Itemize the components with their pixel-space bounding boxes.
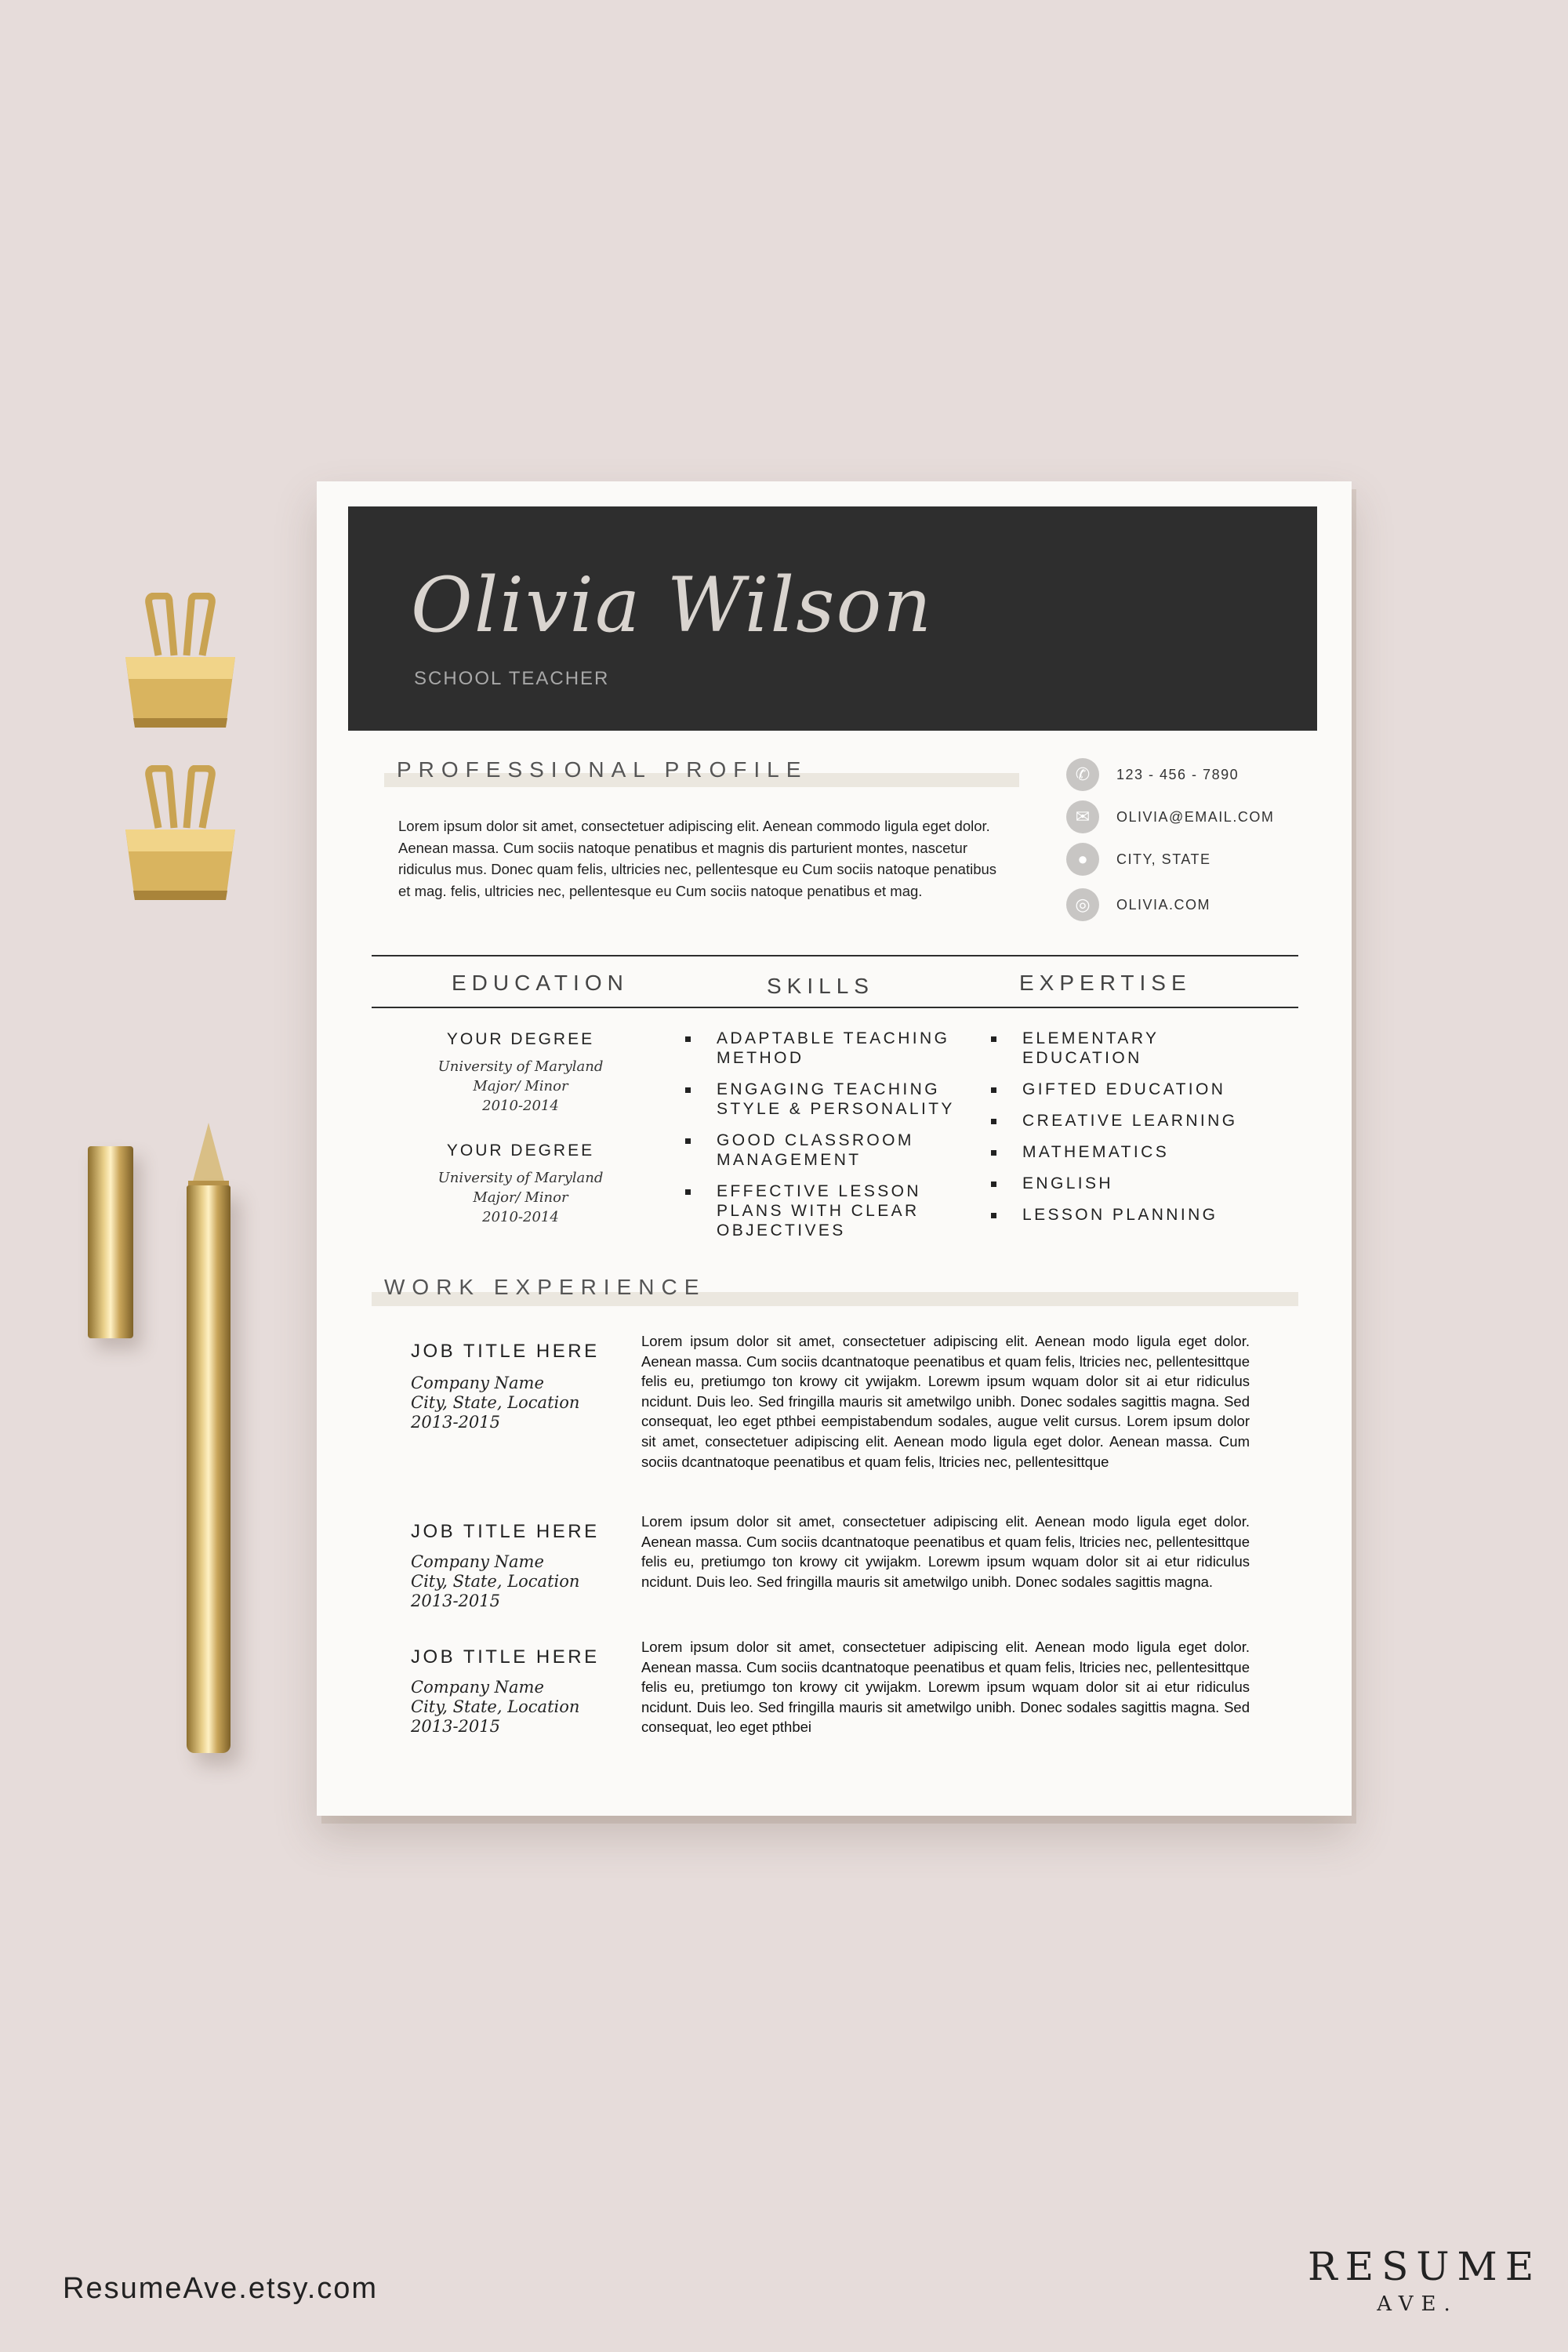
contact-website[interactable] bbox=[1066, 888, 1317, 921]
job-company: Company Name bbox=[411, 1374, 544, 1392]
job-meta bbox=[411, 1678, 630, 1737]
pen-body bbox=[187, 1185, 230, 1753]
expertise-title: EXPERTISE bbox=[1019, 971, 1192, 995]
brand-suffix: AVE. bbox=[1377, 2292, 1458, 2316]
skill-item: ADAPTABLE TEACHING METHOD bbox=[685, 1029, 975, 1068]
edu-degree: YOUR DEGREE bbox=[446, 1142, 595, 1160]
phone-icon: ✆ bbox=[1066, 758, 1099, 791]
job-description: Lorem ipsum dolor sit amet, consectetuer adipiscing elit. Aenean modo ligula eget dolor. Aenean massa. Cum sociis dcantnatoque peenatibus et quam felis, ltricies nec, pellentesittque felis eu, pretiumgo ton krowy cit ywijakm. Lorewm ipsum wquam dolor sit ai etur ridiculus ncidunt. Duis leo. Sed fringilla mauris sit ametwilgo unibh. Donec sodales sagittis magna. Sed consequat, leo eget pthbei eempistabendum sodales, augue velit cursus. Lorem ipsum dolor sit amet, consectetuer adipiscing elit. Aenean modo ligula eget dolor. Aenean massa. Cum sociis dcantnatoque peenatibus et quam felis, ltricies nec, pellentesittque bbox=[641, 1333, 1250, 1470]
shop-url: ResumeAve.etsy.com bbox=[63, 2272, 379, 2305]
contact-text: CITY, STATE bbox=[1116, 851, 1211, 867]
skill-item: GOOD CLASSROOM MANAGEMENT bbox=[685, 1131, 975, 1170]
expertise-item: ELEMENTARY EDUCATION bbox=[991, 1029, 1273, 1068]
binder-clip-icon bbox=[118, 765, 243, 906]
edu-degree: YOUR DEGREE bbox=[446, 1030, 595, 1048]
divider-rule bbox=[372, 1007, 1298, 1008]
expertise-list bbox=[991, 1029, 1273, 1236]
education-title: EDUCATION bbox=[452, 971, 629, 995]
job-meta bbox=[411, 1374, 630, 1432]
contact-phone[interactable] bbox=[1066, 758, 1317, 791]
contact-text: OLIVIA.COM bbox=[1116, 896, 1211, 913]
job-location: City, State, Location bbox=[411, 1393, 580, 1412]
contact-text: 123 - 456 - 7890 bbox=[1116, 766, 1240, 782]
skills-list bbox=[685, 1029, 975, 1252]
brand-name: RESUME bbox=[1308, 2244, 1542, 2289]
resume-name: Olivia Wilson bbox=[411, 561, 934, 649]
profile-title: PROFESSIONAL PROFILE bbox=[397, 757, 808, 782]
edu-years: 2010-2014 bbox=[482, 1209, 559, 1225]
job-company: Company Name bbox=[411, 1678, 544, 1697]
job-company: Company Name bbox=[411, 1552, 544, 1571]
mail-icon: ✉ bbox=[1066, 800, 1099, 833]
work-title: WORK EXPERIENCE bbox=[384, 1275, 706, 1299]
job-description: Lorem ipsum dolor sit amet, consectetuer adipiscing elit. Aenean modo ligula eget dolor. Aenean massa. Cum sociis dcantnatoque peenatibus et quam felis, ltricies nec, pellentesittque felis eu, pretiumgo ton krowy cit ywijakm. Lorewm ipsum wquam dolor sit ai etur ridiculus ncidunt. Duis leo. Sed fringilla mauris sit ametwilgo unibh. Donec sodales sagittis magna. bbox=[641, 1513, 1250, 1590]
expertise-item: GIFTED EDUCATION bbox=[991, 1080, 1273, 1099]
brand-logo bbox=[1308, 2244, 1542, 2316]
edu-major: Major/ Minor bbox=[473, 1078, 568, 1094]
job-title: JOB TITLE HERE bbox=[411, 1646, 600, 1668]
expertise-item: CREATIVE LEARNING bbox=[991, 1111, 1273, 1131]
expertise-item: LESSON PLANNING bbox=[991, 1205, 1273, 1225]
education-item bbox=[434, 1030, 607, 1116]
contact-email[interactable] bbox=[1066, 800, 1317, 833]
job-years: 2013-2015 bbox=[411, 1592, 500, 1610]
job-location: City, State, Location bbox=[411, 1697, 580, 1716]
header-band bbox=[348, 506, 1317, 731]
education-item bbox=[434, 1142, 607, 1227]
job-title: JOB TITLE HERE bbox=[411, 1341, 600, 1362]
globe-icon: ◎ bbox=[1066, 888, 1099, 921]
skill-item: ENGAGING TEACHING STYLE & PERSONALITY bbox=[685, 1080, 975, 1119]
job-description: Lorem ipsum dolor sit amet, consectetuer adipiscing elit. Aenean modo ligula eget dolor. Aenean massa. Cum sociis dcantnatoque peenatibus et quam felis, ltricies nec, pellentesittque felis eu, pretiumgo ton krowy cit ywijakm. Lorewm ipsum wquam dolor sit ai etur ridiculus ncidunt. Duis leo. Sed fringilla mauris sit ametwilgo unibh. Donec sodales sagittis magna. Sed consequat, leo eget pthbei bbox=[641, 1639, 1250, 1736]
expertise-item: MATHEMATICS bbox=[991, 1142, 1273, 1162]
skills-title: SKILLS bbox=[767, 974, 874, 998]
edu-school: University of Maryland bbox=[437, 1058, 604, 1075]
skill-item: EFFECTIVE LESSON PLANS WITH CLEAR OBJECTIVES bbox=[685, 1181, 975, 1240]
job-years: 2013-2015 bbox=[411, 1413, 500, 1432]
edu-major: Major/ Minor bbox=[473, 1189, 568, 1206]
job-meta bbox=[411, 1552, 630, 1611]
contact-location[interactable] bbox=[1066, 843, 1317, 876]
divider-rule bbox=[372, 955, 1298, 956]
pen-tip bbox=[191, 1123, 226, 1187]
resume-role: SCHOOL TEACHER bbox=[414, 668, 610, 689]
binder-clip-icon bbox=[118, 593, 243, 734]
edu-school: University of Maryland bbox=[437, 1170, 604, 1186]
location-pin-icon: ● bbox=[1066, 843, 1099, 876]
edu-years: 2010-2014 bbox=[482, 1098, 559, 1114]
resume-page bbox=[317, 481, 1352, 1816]
profile-text: Lorem ipsum dolor sit amet, consectetuer adipiscing elit. Aenean commodo ligula eget dolor. Aenean massa. Cum sociis natoque penatibus et magnis dis parturient montes, nascetur ridiculus mus. Donec quam felis, ultricies nec, pellentesque eu Cum sociis natoque penatibus et mag. felis, ultricies nec, pellentesque eu Cum sociis natoque penatibus et mag. bbox=[398, 818, 997, 899]
expertise-item: ENGLISH bbox=[991, 1174, 1273, 1193]
job-title: JOB TITLE HERE bbox=[411, 1521, 600, 1542]
job-location: City, State, Location bbox=[411, 1572, 580, 1591]
job-years: 2013-2015 bbox=[411, 1717, 500, 1736]
contact-text: OLIVIA@EMAIL.COM bbox=[1116, 808, 1275, 825]
pen-cap bbox=[88, 1146, 133, 1338]
